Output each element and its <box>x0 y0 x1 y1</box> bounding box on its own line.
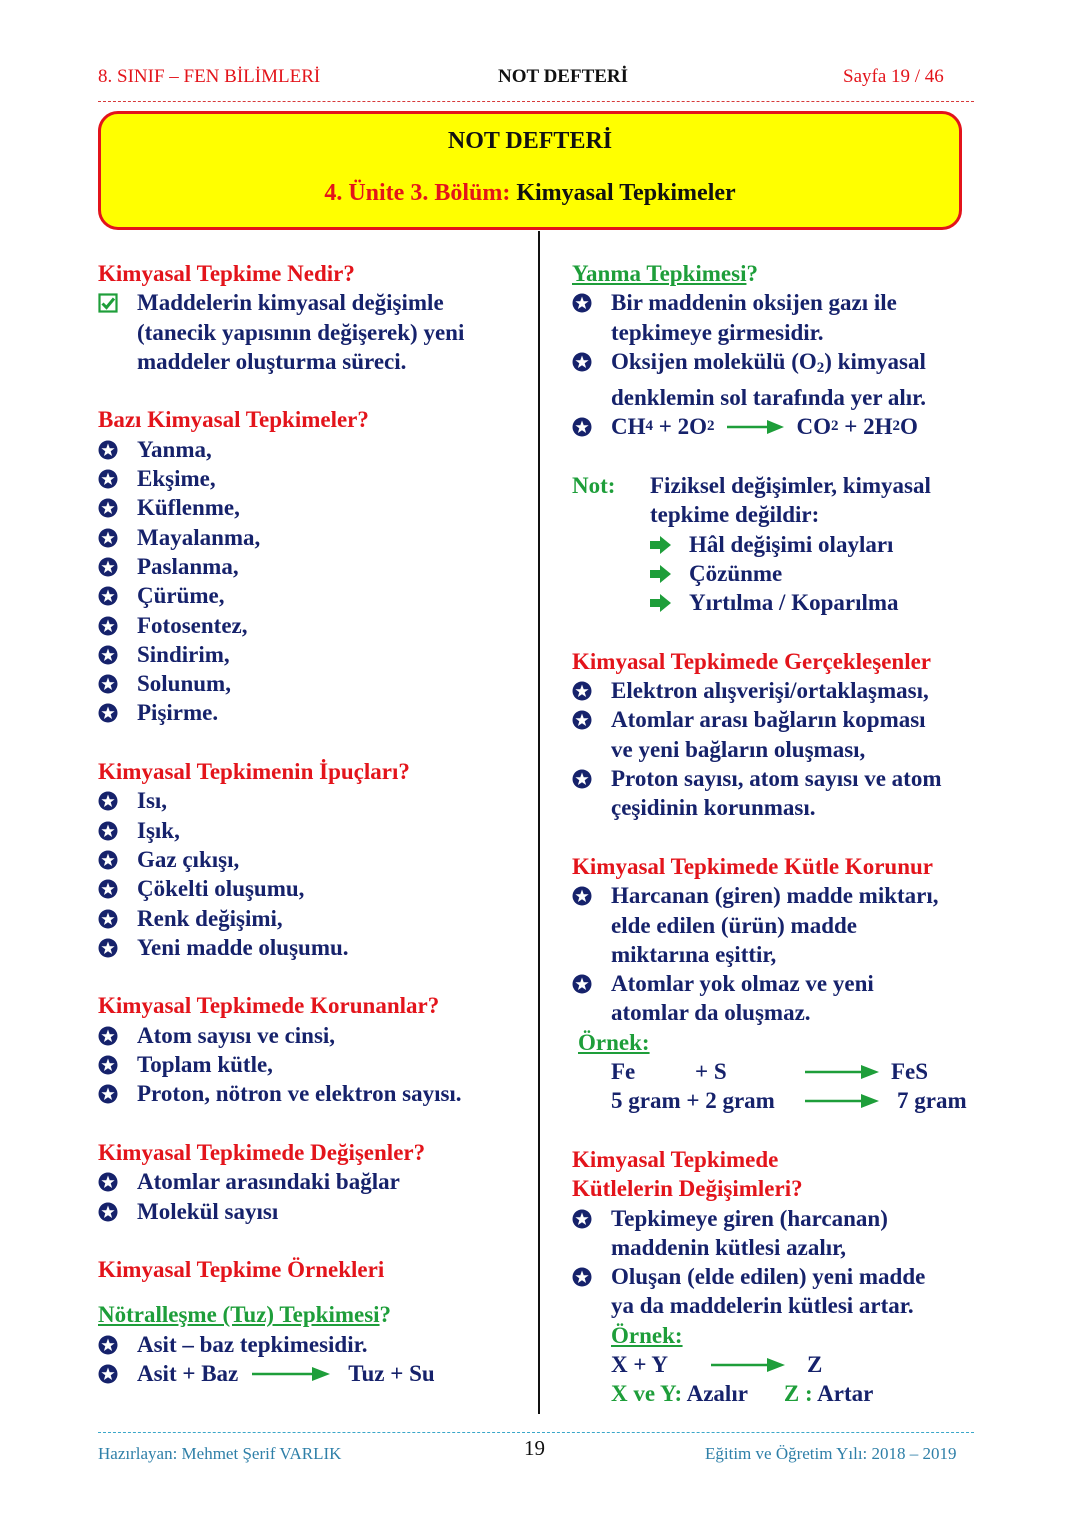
item-text: Pişirme. <box>137 700 219 726</box>
result-value: Artar <box>817 1381 874 1407</box>
note-item <box>650 559 977 588</box>
note-label: Not: <box>572 473 616 499</box>
subscript: 4 <box>645 418 653 435</box>
result-label: Z : <box>783 1381 813 1407</box>
subscript: 2 <box>831 418 839 435</box>
text-line: Tepkimeye giren (harcanan) <box>611 1205 888 1231</box>
result-label: X ve Y: <box>611 1381 683 1407</box>
star-bullet-icon <box>572 886 592 906</box>
list-item <box>98 435 528 464</box>
list-item <box>572 969 977 1028</box>
star-bullet-icon <box>572 352 592 372</box>
item-text: Küflenme, <box>137 495 240 521</box>
note-block <box>572 471 977 617</box>
banner-subtitle <box>101 180 959 207</box>
list-item <box>572 676 977 705</box>
text-line: Bir maddenin oksijen gazı ile <box>611 290 897 316</box>
section-title: Kütlelerin Değişimleri? <box>572 1176 803 1202</box>
item-text: Sindirim, <box>137 641 230 667</box>
equation-right: Z <box>807 1351 823 1377</box>
footer-divider <box>98 1432 974 1433</box>
star-bullet-icon <box>572 1209 592 1229</box>
list-item <box>98 1167 528 1196</box>
star-bullet-icon <box>98 1364 118 1384</box>
checkbox-icon <box>98 293 118 313</box>
star-bullet-icon <box>98 469 118 489</box>
list-item <box>98 698 528 727</box>
star-bullet-icon <box>98 850 118 870</box>
example-reactant: + S <box>695 1059 727 1085</box>
star-bullet-icon <box>572 681 592 701</box>
star-bullet-icon <box>98 879 118 899</box>
left-column <box>98 259 528 1388</box>
note-item <box>650 530 977 559</box>
list-item <box>572 881 977 969</box>
item-text: Toplam kütle, <box>137 1052 273 1078</box>
list-item <box>98 933 528 962</box>
star-bullet-icon <box>98 938 118 958</box>
list-item <box>98 640 528 669</box>
equation-left: Asit + Baz <box>137 1360 239 1386</box>
list-item <box>98 845 528 874</box>
section-title: Kimyasal Tepkime Nedir? <box>98 261 355 286</box>
list-item <box>572 705 977 764</box>
text-line: Elektron alışverişi/ortaklaşması, <box>611 678 929 704</box>
header-page: Sayfa 19 / 46 <box>843 66 944 87</box>
subscript: 2 <box>707 418 715 435</box>
text-line: ya da maddelerin kütlesi artar. <box>611 1293 914 1319</box>
question-mark: ? <box>379 1302 392 1328</box>
example-label: Örnek: <box>611 1322 683 1348</box>
banner-title: NOT DEFTERİ <box>447 128 613 154</box>
combustion-title: Yanma Tepkimesi <box>572 261 747 286</box>
star-bullet-icon <box>98 528 118 548</box>
note-item <box>650 588 977 617</box>
star-bullet-icon <box>98 645 118 665</box>
eq-part: + 2O <box>653 414 707 440</box>
star-bullet-icon <box>98 1172 118 1192</box>
item-text: Proton, nötron ve elektron sayısı. <box>137 1081 462 1107</box>
arrow-right-icon <box>805 1064 881 1080</box>
section-title: Kimyasal Tepkimede Korunanlar? <box>98 993 440 1019</box>
list-item <box>98 1079 528 1108</box>
equation-right: Tuz + Su <box>348 1360 435 1386</box>
arrow-bullet-icon <box>650 593 672 613</box>
item-text: Işık, <box>137 817 180 843</box>
section-title: Kimyasal Tepkime Örnekleri <box>98 1257 385 1283</box>
eq-part: CH <box>611 414 646 440</box>
item-text: Çürüme, <box>137 583 225 609</box>
list-item <box>98 493 528 522</box>
section-title: Kimyasal Tepkimede Kütle Korunur <box>572 853 934 879</box>
list-item <box>572 347 977 413</box>
result-value: Azalır <box>686 1381 748 1407</box>
section-title: Kimyasal Tepkimenin İpuçları? <box>98 759 410 785</box>
item-text: Renk değişimi, <box>137 905 283 931</box>
item-text: Fotosentez, <box>137 612 248 638</box>
unit-label: 4. Ünite 3. Bölüm: <box>324 180 511 206</box>
item-text: Paslanma, <box>137 553 239 579</box>
star-bullet-icon <box>98 1335 118 1355</box>
example-product: FeS <box>891 1059 929 1085</box>
arrow-bullet-icon <box>650 535 672 555</box>
list-item <box>98 1050 528 1079</box>
text-part: ) kimyasal <box>824 348 926 374</box>
text-line: elde edilen (ürün) madde <box>611 912 857 938</box>
item-text: Asit – baz tepkimesidir. <box>137 1331 368 1357</box>
text-line: atomlar da oluşmaz. <box>611 1000 811 1026</box>
subscript: 2 <box>892 418 900 435</box>
item-text: Atomlar arasındaki bağlar <box>137 1169 400 1195</box>
example-label-wrap <box>572 1321 977 1350</box>
arrow-right-icon <box>805 1093 881 1109</box>
arrow-right-icon <box>711 1357 787 1373</box>
text-line: maddeler oluşturma süreci. <box>137 348 407 374</box>
text-line: Atomlar yok olmaz ve yeni <box>611 971 874 997</box>
example-label-wrap <box>572 1028 977 1057</box>
star-bullet-icon <box>572 974 592 994</box>
equation-left: X + Y <box>611 1351 668 1377</box>
star-bullet-icon <box>98 1202 118 1222</box>
question-mark: ? <box>746 261 758 286</box>
star-bullet-icon <box>98 1055 118 1075</box>
text-line: tepkime değildir: <box>650 502 820 528</box>
item-text: Çökelti oluşumu, <box>137 876 305 902</box>
item-text: Isı, <box>137 788 168 814</box>
list-item <box>98 786 528 815</box>
example-label: Örnek: <box>578 1029 650 1055</box>
section-title: Kimyasal Tepkimede Gerçekleşenler <box>572 648 932 674</box>
item-text: Çözünme <box>689 560 783 586</box>
list-item <box>572 288 977 347</box>
star-bullet-icon <box>572 769 592 789</box>
text-line: Harcanan (giren) madde miktarı, <box>611 883 939 909</box>
list-item <box>98 523 528 552</box>
combustion-equation <box>611 412 977 441</box>
text-part: Oksijen molekülü (O <box>611 348 817 374</box>
text-line: Fiziksel değişimler, kimyasal <box>650 473 931 499</box>
example-mass-result: 7 gram <box>897 1088 967 1114</box>
neutralization-title: Nötralleşme (Tuz) Tepkimesi <box>98 1302 380 1328</box>
page-number: 19 <box>524 1436 545 1460</box>
list-item-equation <box>98 1359 528 1388</box>
item-text: Atom sayısı ve cinsi, <box>137 1022 336 1048</box>
item-text: Yanma, <box>137 436 212 462</box>
column-divider <box>538 231 540 1414</box>
list-item <box>98 1021 528 1050</box>
star-bullet-icon <box>98 821 118 841</box>
text-line: denklemin sol tarafında yer alır. <box>611 385 926 411</box>
list-item <box>98 552 528 581</box>
star-bullet-icon <box>98 440 118 460</box>
header-divider <box>98 101 974 102</box>
star-bullet-icon <box>98 498 118 518</box>
eq-part: CO <box>796 414 831 440</box>
list-item <box>98 1197 528 1226</box>
star-bullet-icon <box>572 417 592 437</box>
footer-year: Eğitim ve Öğretim Yılı: 2018 – 2019 <box>705 1444 957 1463</box>
list-item <box>98 464 528 493</box>
star-bullet-icon <box>572 1267 592 1287</box>
subscript: 2 <box>816 359 825 376</box>
text-line: (tanecik yapısının değişerek) yeni <box>137 319 465 345</box>
section-title: Bazı Kimyasal Tepkimeler? <box>98 407 369 433</box>
star-bullet-icon <box>98 674 118 694</box>
item-text: Ekşime, <box>137 466 216 492</box>
item-text: Mayalanma, <box>137 524 261 550</box>
list-item <box>98 904 528 933</box>
example-reactant: Fe <box>611 1059 636 1085</box>
eq-part: O <box>900 414 918 440</box>
list-item <box>98 288 528 376</box>
item-text: Gaz çıkışı, <box>137 846 240 872</box>
item-text: Yırtılma / Koparılma <box>689 590 899 616</box>
text-line: tepkimeye girmesidir. <box>611 319 824 345</box>
list-item <box>98 611 528 640</box>
list-item <box>98 1330 528 1359</box>
text-line: miktarına eşittir, <box>611 941 777 967</box>
example-row <box>572 1057 977 1086</box>
item-text: Yeni madde oluşumu. <box>137 934 349 960</box>
item-text: Solunum, <box>137 671 231 697</box>
star-bullet-icon <box>572 710 592 730</box>
star-bullet-icon <box>98 791 118 811</box>
list-item <box>98 874 528 903</box>
example-mass: 5 gram + 2 gram <box>611 1088 775 1114</box>
example-row <box>572 1086 977 1115</box>
footer-author: Hazırlayan: Mehmet Şerif VARLIK <box>98 1444 342 1463</box>
text-line <box>611 347 977 383</box>
arrow-right-icon <box>252 1366 332 1382</box>
star-bullet-icon <box>98 909 118 929</box>
list-item <box>572 1204 977 1263</box>
list-item <box>572 1262 977 1321</box>
right-column <box>572 259 977 1409</box>
star-bullet-icon <box>98 703 118 723</box>
star-bullet-icon <box>98 616 118 636</box>
section-title-neutralization <box>98 1300 528 1329</box>
star-bullet-icon <box>98 586 118 606</box>
list-item <box>98 581 528 610</box>
text-line: Proton sayısı, atom sayısı ve atom <box>611 766 942 792</box>
title-banner <box>98 111 962 230</box>
section-title: Kimyasal Tepkimede <box>572 1146 779 1172</box>
item-text: Molekül sayısı <box>137 1198 279 1224</box>
star-bullet-icon <box>98 1026 118 1046</box>
eq-part: + 2H <box>838 414 893 440</box>
unit-title: Kimyasal Tepkimeler <box>516 180 736 206</box>
header-subject: 8. SINIF – FEN BİLİMLERİ <box>98 66 321 87</box>
arrow-right-icon <box>727 419 785 435</box>
star-bullet-icon <box>572 293 592 313</box>
list-item-equation <box>572 412 977 441</box>
star-bullet-icon <box>98 1084 118 1104</box>
arrow-bullet-icon <box>650 564 672 584</box>
section-title: Kimyasal Tepkimede Değişenler? <box>98 1139 426 1165</box>
result-row <box>572 1379 977 1408</box>
text-line: ve yeni bağların oluşması, <box>611 736 866 762</box>
list-item <box>98 669 528 698</box>
list-item <box>98 816 528 845</box>
section-title-combustion <box>572 259 977 288</box>
text-line: Oluşan (elde edilen) yeni madde <box>611 1264 926 1290</box>
text-line: Maddelerin kimyasal değişimle <box>137 290 444 316</box>
item-text: Hâl değişimi olayları <box>689 531 894 557</box>
list-item <box>572 764 977 823</box>
header-title: NOT DEFTERİ <box>498 66 629 87</box>
text-line: Atomlar arası bağların kopması <box>611 707 926 733</box>
text-line: çeşidinin korunması. <box>611 795 816 821</box>
text-line: maddenin kütlesi azalır, <box>611 1234 846 1260</box>
example-row <box>572 1350 977 1379</box>
star-bullet-icon <box>98 557 118 577</box>
